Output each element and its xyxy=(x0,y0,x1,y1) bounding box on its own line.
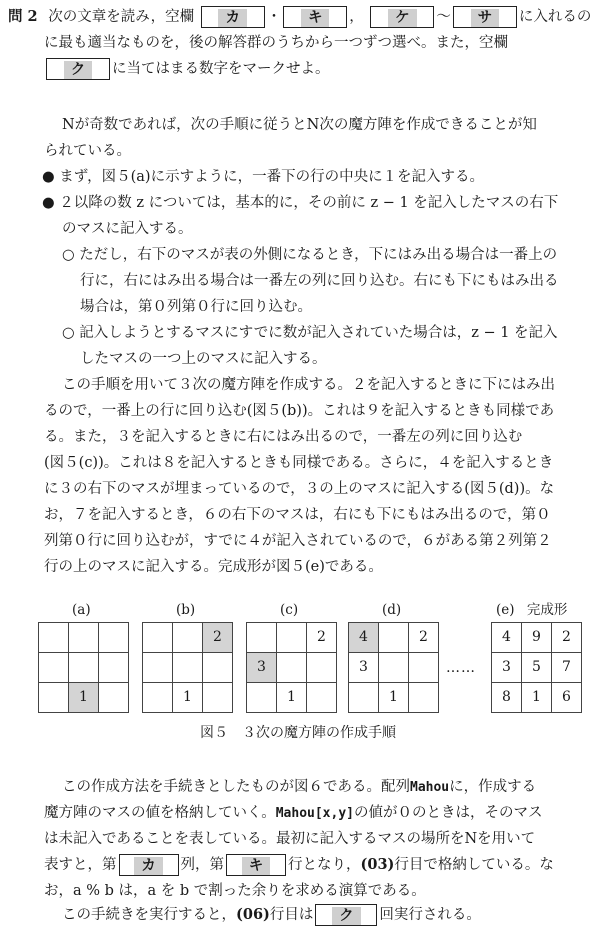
blank-label: サ xyxy=(471,9,500,27)
grid-label-d: (d) xyxy=(382,602,402,618)
paragraph-line: この手順を用いて３次の魔方陣を作成する。２を記入するときに下にはみ出 xyxy=(62,377,555,393)
grid-cell: 7 xyxy=(552,653,582,683)
grid-row xyxy=(143,653,233,683)
grid-cell xyxy=(307,683,337,713)
magic-square-grid-c xyxy=(246,622,337,713)
blank-box-ka xyxy=(201,6,265,28)
grid-cell: 3 xyxy=(247,653,277,683)
bullet-item xyxy=(42,192,558,215)
grid-cell: 4 xyxy=(492,623,522,653)
grid-cell xyxy=(277,623,307,653)
blank-label: カ xyxy=(218,9,247,27)
line-ref-06: (06) xyxy=(236,906,270,923)
blank-label: ク xyxy=(64,61,93,79)
text: この作成方法を手続きとしたものが図６である。配列 xyxy=(62,779,410,795)
grid-cell xyxy=(69,653,99,683)
grid-cell: 1 xyxy=(522,683,552,713)
paragraph-line: に３の右下のマスが埋まっているので，３の上のマスに記入する(図５(d))。な xyxy=(44,481,555,497)
sub-item-text: 行に，右にはみ出る場合は一番左の列に回り込む。右にも下にもはみ出る xyxy=(80,273,559,289)
grid-row xyxy=(247,683,337,713)
ellipsis: …… xyxy=(446,660,476,676)
grid-row xyxy=(349,683,439,713)
paragraph-line: お，７を記入するとき，６の右下のマスは，右にも下にもはみ出るので，第０ xyxy=(44,507,551,523)
grid-cell xyxy=(307,653,337,683)
paragraph-line: られている。 xyxy=(44,143,131,159)
question-line-2: に最も適当なものを，後の解答群のうちから一つずつ選べ。また，空欄 xyxy=(44,35,508,51)
paragraph-line: は未記入であることを表している。最初に記入するマスの場所をNを用いて xyxy=(44,831,536,847)
grid-row xyxy=(492,683,582,713)
paragraph-line xyxy=(62,776,536,799)
grid-cell: 1 xyxy=(277,683,307,713)
question-line-1 xyxy=(8,5,591,29)
text: 行目は xyxy=(269,907,314,923)
grid-cell xyxy=(409,653,439,683)
grid-row xyxy=(39,653,129,683)
grid-cell xyxy=(379,653,409,683)
grid-row xyxy=(492,623,582,653)
grid-row xyxy=(349,653,439,683)
paragraph-line: (図５(c))。これは８を記入するときも同様である。さらに，４を記入するとき xyxy=(44,455,554,471)
grid-label-c: (c) xyxy=(280,602,299,618)
bullet-item xyxy=(42,166,484,189)
blank-label: キ xyxy=(301,9,330,27)
grid-row xyxy=(39,623,129,653)
grid-label-e xyxy=(496,600,567,622)
grid-row xyxy=(143,683,233,713)
question-line-3 xyxy=(44,58,330,81)
text: 行となり， xyxy=(288,857,361,873)
code-mahou-xy: Mahou[x,y] xyxy=(275,806,354,821)
paragraph-line: る。また，３を記入するときに右にはみ出るので，一番左の列に回り込む xyxy=(44,429,523,445)
text: に，作成する xyxy=(449,779,537,795)
grid-label-a: (a) xyxy=(72,602,91,618)
grid-cell xyxy=(203,653,233,683)
grid-label-b: (b) xyxy=(176,602,196,618)
blank-box-ki xyxy=(283,6,347,28)
sub-item-text: したマスの一つ上のマスに記入する。 xyxy=(80,351,327,367)
grid-cell xyxy=(99,653,129,683)
bullet-icon: ● xyxy=(42,195,55,211)
grid-cell xyxy=(69,623,99,653)
intro-text: に入れるの xyxy=(518,9,592,25)
grid-cell xyxy=(203,683,233,713)
grid-cell: 2 xyxy=(203,623,233,653)
text: 表すと，第 xyxy=(44,857,117,873)
grid-row xyxy=(492,653,582,683)
grid-row xyxy=(143,623,233,653)
grid-cell xyxy=(143,623,173,653)
grid-cell xyxy=(99,623,129,653)
text: の値が０のときは，そのマス xyxy=(354,805,543,821)
grid-cell xyxy=(143,653,173,683)
figure-caption: 図５ ３次の魔方陣の作成手順 xyxy=(200,725,396,741)
blank-label: キ xyxy=(242,857,271,875)
grid-cell xyxy=(173,623,203,653)
sub-item-text: ただし，右下のマスが表の外側になるとき，下にはみ出る場合は一番上の xyxy=(79,247,558,263)
grid-cell xyxy=(379,623,409,653)
sub-item xyxy=(62,244,557,267)
line-ref-03: (03) xyxy=(360,856,395,873)
grid-cell xyxy=(143,683,173,713)
blank-box-ki xyxy=(226,854,286,876)
grid-row xyxy=(247,653,337,683)
bullet-text: ２以降の数 z については，基本的に，その前に z − 1 を記入したマスの右下 xyxy=(59,195,559,211)
blank-box-sa xyxy=(453,6,517,28)
grid-cell: 5 xyxy=(522,653,552,683)
separator: ～ xyxy=(436,9,451,25)
grid-row xyxy=(39,683,129,713)
code-mahou: Mahou xyxy=(410,780,450,795)
intro-text: 次の文章を読み，空欄 xyxy=(48,9,195,25)
grid-label-e-title: 完成形 xyxy=(526,602,568,618)
grid-cell xyxy=(409,683,439,713)
blank-box-ku xyxy=(46,58,110,80)
text: この手続きを実行すると， xyxy=(62,907,236,923)
grid-row xyxy=(247,623,337,653)
blank-label: ケ xyxy=(388,9,417,27)
blank-box-ke xyxy=(370,6,434,28)
grid-cell xyxy=(99,683,129,713)
bullet-icon: ● xyxy=(42,169,55,185)
circle-icon: ○ xyxy=(62,247,75,263)
grid-cell: 8 xyxy=(492,683,522,713)
grid-label-e-letter: (e) xyxy=(496,602,515,618)
circle-icon: ○ xyxy=(62,325,75,341)
paragraph-line xyxy=(62,903,481,927)
grid-cell xyxy=(39,623,69,653)
grid-cell xyxy=(247,623,277,653)
paragraph-line xyxy=(44,853,554,877)
grid-cell xyxy=(173,653,203,683)
bullet-text: のマスに記入する。 xyxy=(62,221,193,237)
grid-cell: 1 xyxy=(379,683,409,713)
sub-item-text: 場合は，第０列第０行に回り込む。 xyxy=(80,299,312,315)
blank-box-ka xyxy=(119,854,179,876)
intro-text: に当てはまる数字をマークせよ。 xyxy=(112,61,330,77)
magic-square-grid-e xyxy=(491,622,582,713)
text: 行目で格納している。な xyxy=(394,857,554,873)
text: 回実行される。 xyxy=(379,907,481,923)
paragraph-line: 行の上のマスに記入する。完成形が図５(e)である。 xyxy=(44,559,383,575)
grid-row xyxy=(349,623,439,653)
grid-cell: 4 xyxy=(349,623,379,653)
grid-cell: 1 xyxy=(173,683,203,713)
bullet-text: まず，図５(a)に示すように，一番下の行の中央に１を記入する。 xyxy=(59,169,485,185)
paragraph-line: 列第０行に回り込むが，すでに４が記入されているので，６がある第２列第２ xyxy=(44,533,552,549)
text: 列，第 xyxy=(180,857,224,873)
sub-item-text: 記入しようとするマスにすでに数が記入されていた場合は，z − 1 を記入 xyxy=(79,325,558,341)
blank-box-ku xyxy=(315,904,377,926)
magic-square-grid-d xyxy=(348,622,439,713)
grid-cell xyxy=(349,683,379,713)
sub-item xyxy=(62,322,558,345)
grid-cell: 1 xyxy=(69,683,99,713)
grid-cell xyxy=(277,653,307,683)
blank-label: ク xyxy=(332,907,361,925)
magic-square-grid-a xyxy=(38,622,129,713)
text: 魔方陣のマスの値を格納していく。 xyxy=(44,805,276,821)
grid-cell: 3 xyxy=(349,653,379,683)
blank-label: カ xyxy=(134,857,163,875)
paragraph-line: お，a % b は，a を b で割った余りを求める演算である。 xyxy=(44,883,426,899)
grid-cell xyxy=(39,653,69,683)
grid-cell xyxy=(247,683,277,713)
separator: ， xyxy=(349,9,364,25)
grid-cell: 2 xyxy=(307,623,337,653)
question-number: 問 2 xyxy=(8,8,38,25)
grid-cell: 2 xyxy=(552,623,582,653)
grid-cell xyxy=(39,683,69,713)
grid-cell: 2 xyxy=(409,623,439,653)
grid-cell: 9 xyxy=(522,623,552,653)
paragraph-line: るので，一番上の行に回り込む(図５(b))。これは９を記入するときも同様であ xyxy=(44,403,555,419)
grid-cell: 3 xyxy=(492,653,522,683)
paragraph-line: Nが奇数であれば，次の手順に従うとN次の魔方陣を作成できることが知 xyxy=(62,117,537,133)
paragraph-line xyxy=(44,802,543,825)
grid-cell: 6 xyxy=(552,683,582,713)
separator: ・ xyxy=(266,9,282,25)
magic-square-grid-b xyxy=(142,622,233,713)
